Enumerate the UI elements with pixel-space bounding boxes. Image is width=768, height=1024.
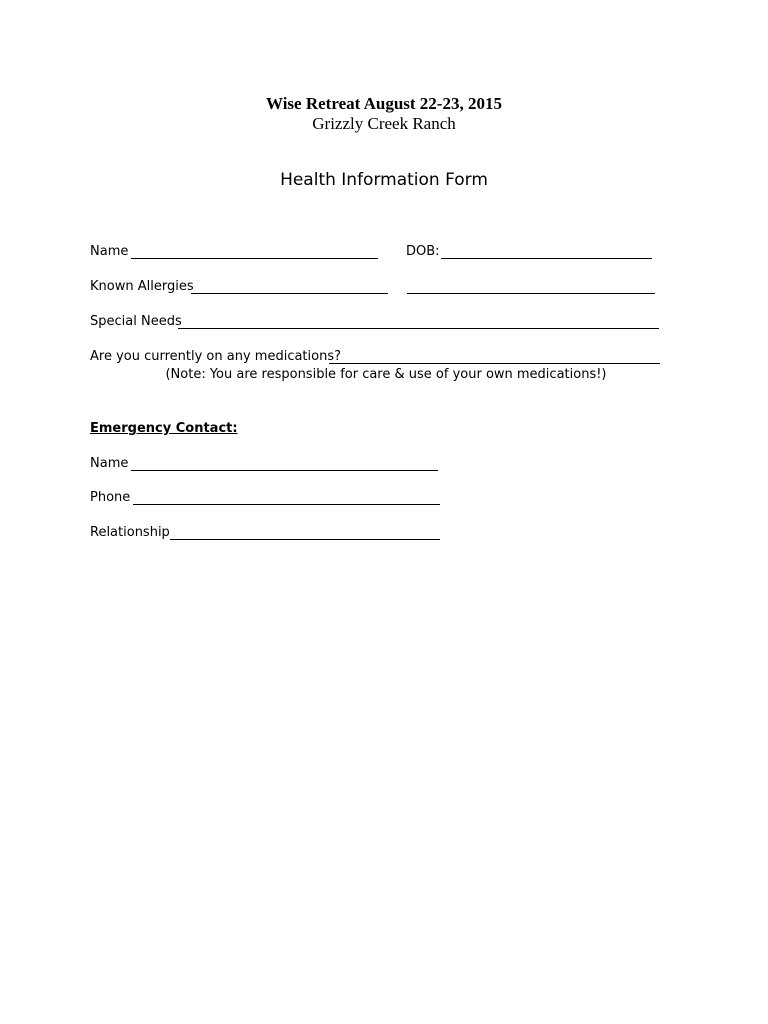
emergency-contact-heading: Emergency Contact: bbox=[90, 421, 238, 436]
medications-note: (Note: You are responsible for care & use of your own medications!) bbox=[165, 367, 607, 382]
emergency-relationship-field-line[interactable] bbox=[170, 539, 440, 540]
name-field-line[interactable] bbox=[131, 258, 378, 259]
special-needs-label: Special Needs bbox=[90, 314, 182, 329]
retreat-title: Wise Retreat August 22-23, 2015 bbox=[266, 94, 502, 113]
emergency-relationship-label: Relationship bbox=[90, 525, 170, 540]
emergency-phone-field-line[interactable] bbox=[133, 504, 440, 505]
medications-row bbox=[90, 348, 690, 366]
dob-field-line[interactable] bbox=[441, 258, 652, 259]
medications-label: Are you currently on any medications? bbox=[90, 349, 342, 364]
special-needs-row bbox=[90, 313, 690, 331]
emergency-phone-label: Phone bbox=[90, 490, 131, 505]
name-dob-row bbox=[90, 243, 690, 261]
known-allergies-label: Known Allergies bbox=[90, 279, 194, 294]
emergency-name-field-line[interactable] bbox=[131, 470, 438, 471]
emergency-name-row bbox=[90, 455, 490, 473]
medications-field-line[interactable] bbox=[329, 363, 660, 364]
emergency-name-label: Name bbox=[90, 456, 129, 471]
allergies-row bbox=[90, 278, 690, 296]
dob-label: DOB: bbox=[406, 244, 440, 259]
special-needs-field-line[interactable] bbox=[178, 328, 659, 329]
name-label: Name bbox=[90, 244, 129, 259]
known-allergies-continuation-line[interactable] bbox=[407, 293, 655, 294]
known-allergies-field-line[interactable] bbox=[191, 293, 388, 294]
form-title: Health Information Form bbox=[280, 170, 488, 190]
venue-name: Grizzly Creek Ranch bbox=[312, 114, 456, 133]
emergency-phone-row bbox=[90, 489, 490, 507]
emergency-relationship-row bbox=[90, 524, 490, 542]
